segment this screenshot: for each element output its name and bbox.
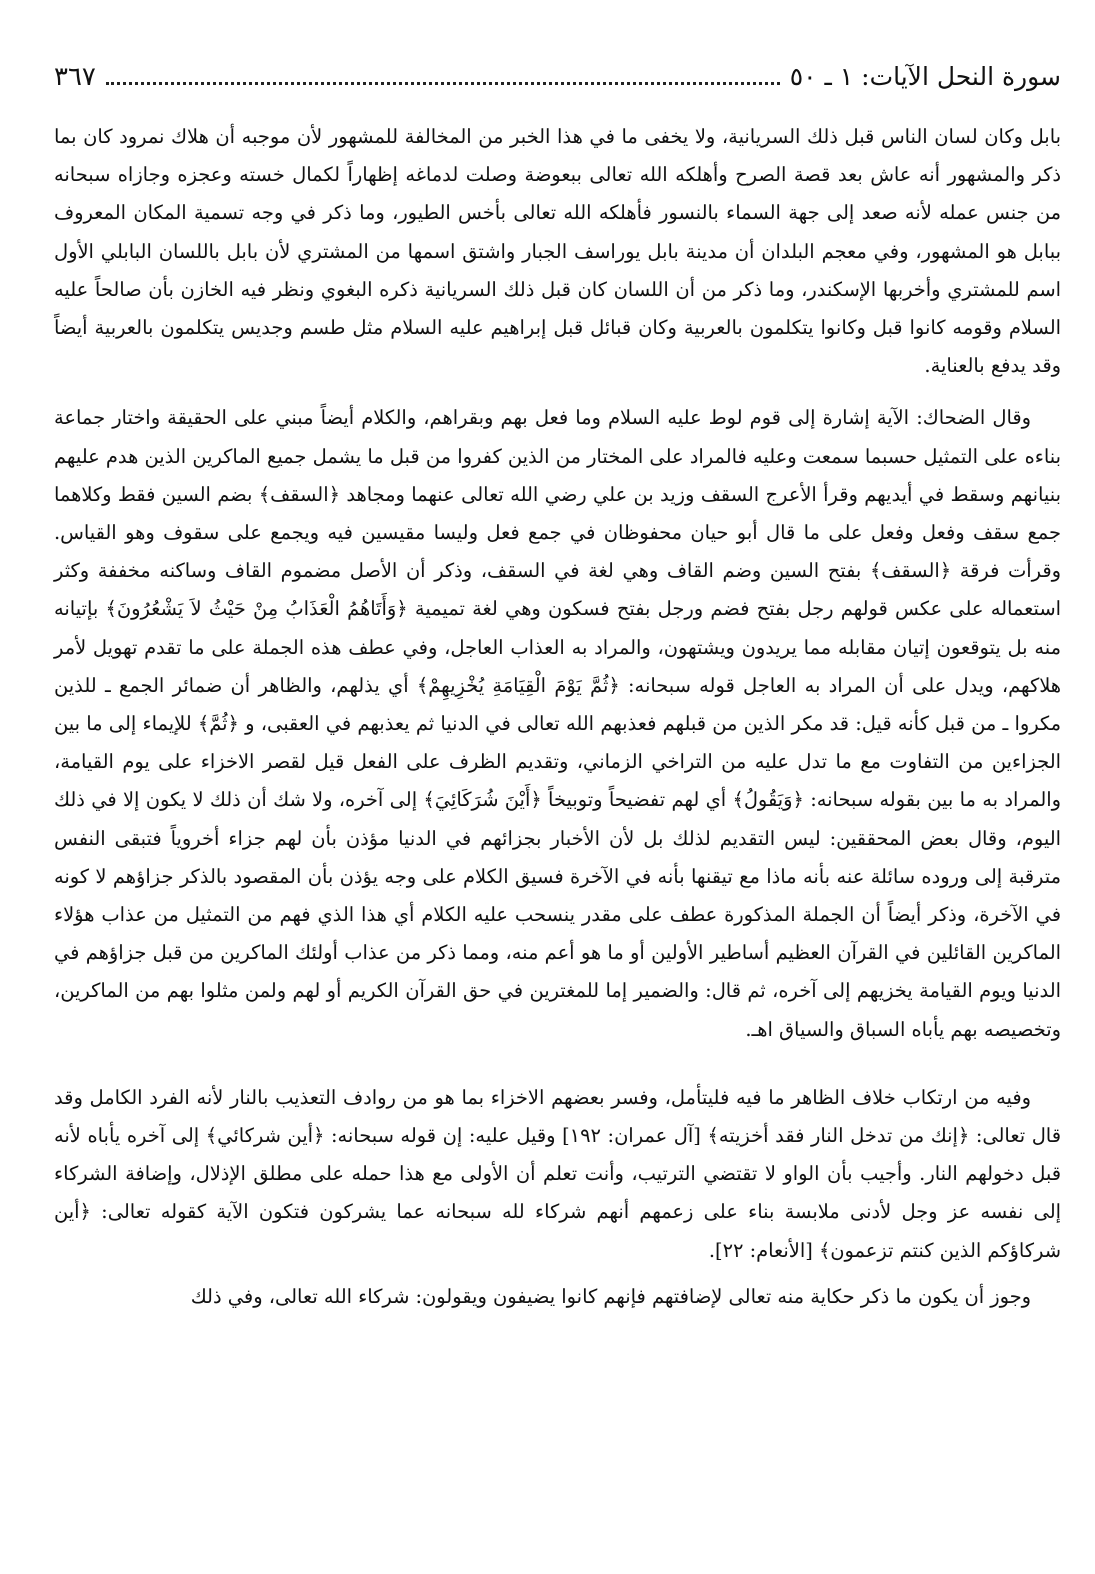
paragraph-4: وجوز أن يكون ما ذكر حكاية منه تعالى لإضافتهم فإنهم كانوا يضيفون ويقولون: شركاء الله تعالى، وفي ذلك [190, 1284, 1031, 1308]
surah-title: سورة النحل الآيات: ١ ـ ٥٠ [789, 62, 1061, 91]
running-header [54, 62, 1061, 102]
dotted-leader [106, 64, 780, 85]
paragraph-2: وقال الضحاك: الآية إشارة إلى قوم لوط عليه السلام وما فعل بهم وبقراهم، والكلام أيضاً مبني على الحقيقة واختار جماعة بناءه على التمثيل حسبما سمعت وعليه فالمراد على المختار من الذين كفروا من قبل ما يشمل جميع الماكرين الذين هدم عليهم بنيانهم وسقط في أيديهم وقرأ الأعرج السقف وزيد بن علي رضي الله تعالى عنهما ومجاهد ﴿السقف﴾ بضم السين فقط وكلاهما جمع سقف وفعل وفعل على ما قال أبو حيان محفوظان في جمع فعل وليسا مقيسين فيه ويجمع على سقوف وهو القياس. وقرأت فرقة ﴿السقف﴾ بفتح السين وضم القاف وهي لغة في السقف، وذكر أن الأصل مضموم القاف وساكنه مخففة وكثر استعماله على عكس قولهم رجل بفتح فضم ورجل بفتح فسكون وهي لغة تميمية ﴿وَأَتَاهُمُ الْعَذَابُ مِنْ حَيْثُ لاَ يَشْعُرُونَ﴾ بإتيانه منه بل يتوقعون إتيان مقابله مما يريدون ويشتهون، والمراد به العذاب العاجل، وفي عطف هذه الجملة على ما تقدم تهويل لأمر هلاكهم، ويدل على أن المراد به العاجل قوله سبحانه: ﴿ثُمَّ يَوْمَ الْقِيَامَةِ يُخْزِيهِمْ﴾ أي يذلهم، والظاهر أن ضمائر الجمع ـ للذين مكروا ـ من قبل كأنه قيل: قد مكر الذين من قبلهم فعذبهم الله تعالى في الدنيا ثم يعذبهم في العقبى، و ﴿ثُمَّ﴾ للإيماء إلى ما بين الجزاءين من التفاوت مع ما تدل عليه من التراخي الزماني، وتقديم الظرف على الفعل قيل لقصر الاخزاء على يوم القيامة، والمراد به ما بين بقوله سبحانه: ﴿وَيَقُولُ﴾ أي لهم تفضيحاً وتوبيخاً ﴿أَيْنَ شُرَكَائِيَ﴾ إلى آخره، ولا شك أن ذلك لا يكون إلا في ذلك اليوم، وقال بعض المحققين: ليس التقديم لذلك بل لأن الأخبار بجزائهم في الدنيا مؤذن بأن لهم جزاء أخروياً فتبقى النفس مترقبة إلى وروده سائلة عنه بأنه ماذا مع تيقنها بأنه في الآخرة فسيق الكلام على وجه يؤذن بأن المقصود بالذكر جزاؤهم لا كونه في الآخرة، وذكر أيضاً أن الجملة المذكورة عطف على مقدر ينسحب عليه الكلام أي هذا الذي فهم من التمثيل من عذاب هؤلاء الماكرين القائلين في القرآن العظيم أساطير الأولين أو ما هو أعم منه، ومما ذكر من عذاب أولئك الماكرين من قبل جزاؤهم في الدنيا ويوم القيامة يخزيهم إلى آخره، ثم قال: والضمير إما للمغترين في حق القرآن الكريم أو لهم ولمن مثلوا بهم من الماكرين، وتخصيصه بهم يأباه السباق والسياق اهـ. [54, 406, 1061, 1041]
paragraph-3: وفيه من ارتكاب خلاف الظاهر ما فيه فليتأمل، وفسر بعضهم الاخزاء بما هو من روادف التعذيب بالنار لأنه الفرد الكامل وقد قال تعالى: ﴿إنك من تدخل النار فقد أخزيته﴾ [آل عمران: ١٩٢] وقيل عليه: إن قوله سبحانه: ﴿أين شركائي﴾ إلى آخره يأباه لأنه قبل دخولهم النار. وأجيب بأن الواو لا تقتضي الترتيب، وأنت تعلم أن الأولى مع هذا حمله على مطلق الإذلال، وإضافة الشركاء إلى نفسه عز وجل لأدنى ملابسة بناء على زعمهم أنهم شركاء لله سبحانه عما يشركون فتكون الآية كقوله تعالى: ﴿أين شركاؤكم الذين كنتم تزعمون﴾ [الأنعام: ٢٢]. [54, 1085, 1061, 1262]
paragraph-1: بابل وكان لسان الناس قبل ذلك السريانية، ولا يخفى ما في هذا الخبر من المخالفة للمشهور لأن موجبه أن هلاك نمرود كان بما ذكر والمشهور أنه عاش بعد قصة الصرح وأهلكه الله تعالى ببعوضة وصلت لدماغه إظهاراً لكمال خسته وعجزه وجازاه سبحانه من جنس عمله لأنه صعد إلى جهة السماء بالنسور فأهلكه الله تعالى بأخس الطيور، وما ذكر في وجه تسمية المكان المعروف ببابل هو المشهور، وفي معجم البلدان أن مدينة بابل يوراسف الجبار واشتق اسمها من المشتري لأن بابل باللسان البابلي الأول اسم للمشتري وأخربها الإسكندر، وما ذكر من أن اللسان كان قبل ذلك السريانية ذكره البغوي ونظر فيه الخازن بأن صالحاً عليه السلام وقومه كانوا قبل وكانوا يتكلمون بالعربية وكان قبائل قبل إبراهيم عليه السلام مثل طسم وجديس يتكلمون بالعربية أيضاً وقد يدفع بالعناية. [54, 125, 1061, 378]
page-number: ٣٦٧ [54, 62, 96, 92]
